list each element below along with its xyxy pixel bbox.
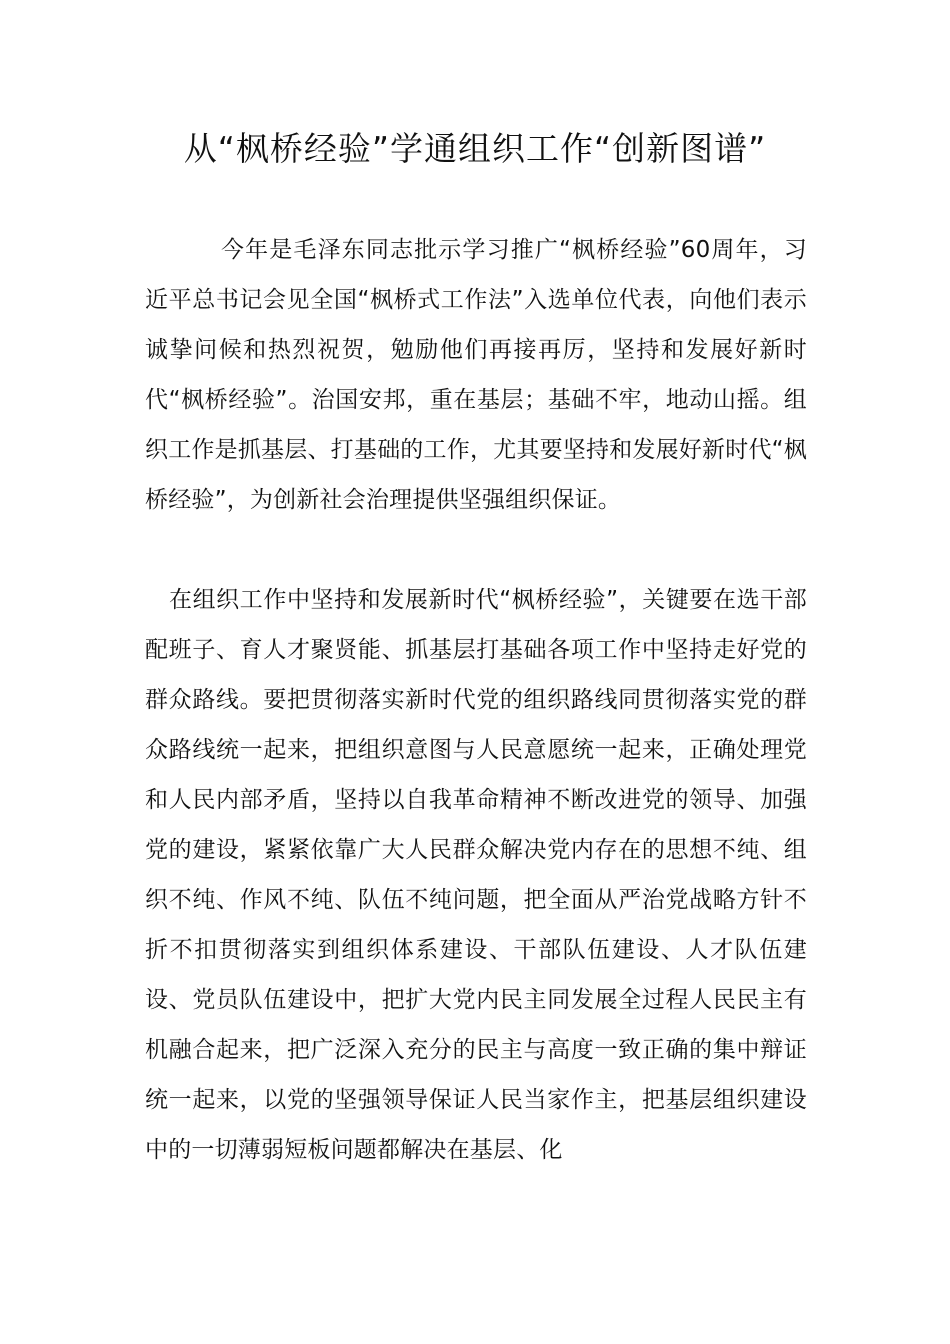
document-title: 从“枫桥经验”学通组织工作“创新图谱” — [183, 129, 767, 168]
paragraph-body: 在组织工作中坚持和发展新时代“枫桥经验”，关键要在选干部配班子、育人才聚贤能、抓基层打基础各项工作中坚持走好党的群众路线。要把贯彻落实新时代党的组织路线同贯彻落实党的群众路线统一起来，把组织意图与人民意愿统一起来，正确处理党和人民内部矛盾，坚持以自我革命精神不断改进党的领导、加强党的建设，紧紧依靠广大人民群众解决党内存在的思想不纯、组织不纯、作风不纯、队伍不纯问题，把全面从严治党战略方针不折不扣贯彻落实到组织体系建设、干部队伍建设、人才队伍建设、党员队伍建设中，把扩大党内民主同发展全过程人民民主有机融合起来，把广泛深入充分的民主与高度一致正确的集中辩证统一起来，以党的坚强领导保证人民当家作主，把基层组织建设中的一切薄弱短板问题都解决在基层、化 — [145, 587, 807, 1163]
paragraph-intro: 今年是毛泽东同志批示学习推广“枫桥经验”60周年，习近平总书记会见全国“枫桥式工作法”入选单位代表，向他们表示诚挚问候和热烈祝贺，勉励他们再接再厉，坚持和发展好新时代“枫桥经验”。治国安邦，重在基层；基础不牢，地动山摇。组织工作是抓基层、打基础的工作，尤其要坚持和发展好新时代“枫桥经验”，为创新社会治理提供坚强组织保证。 — [145, 237, 807, 513]
